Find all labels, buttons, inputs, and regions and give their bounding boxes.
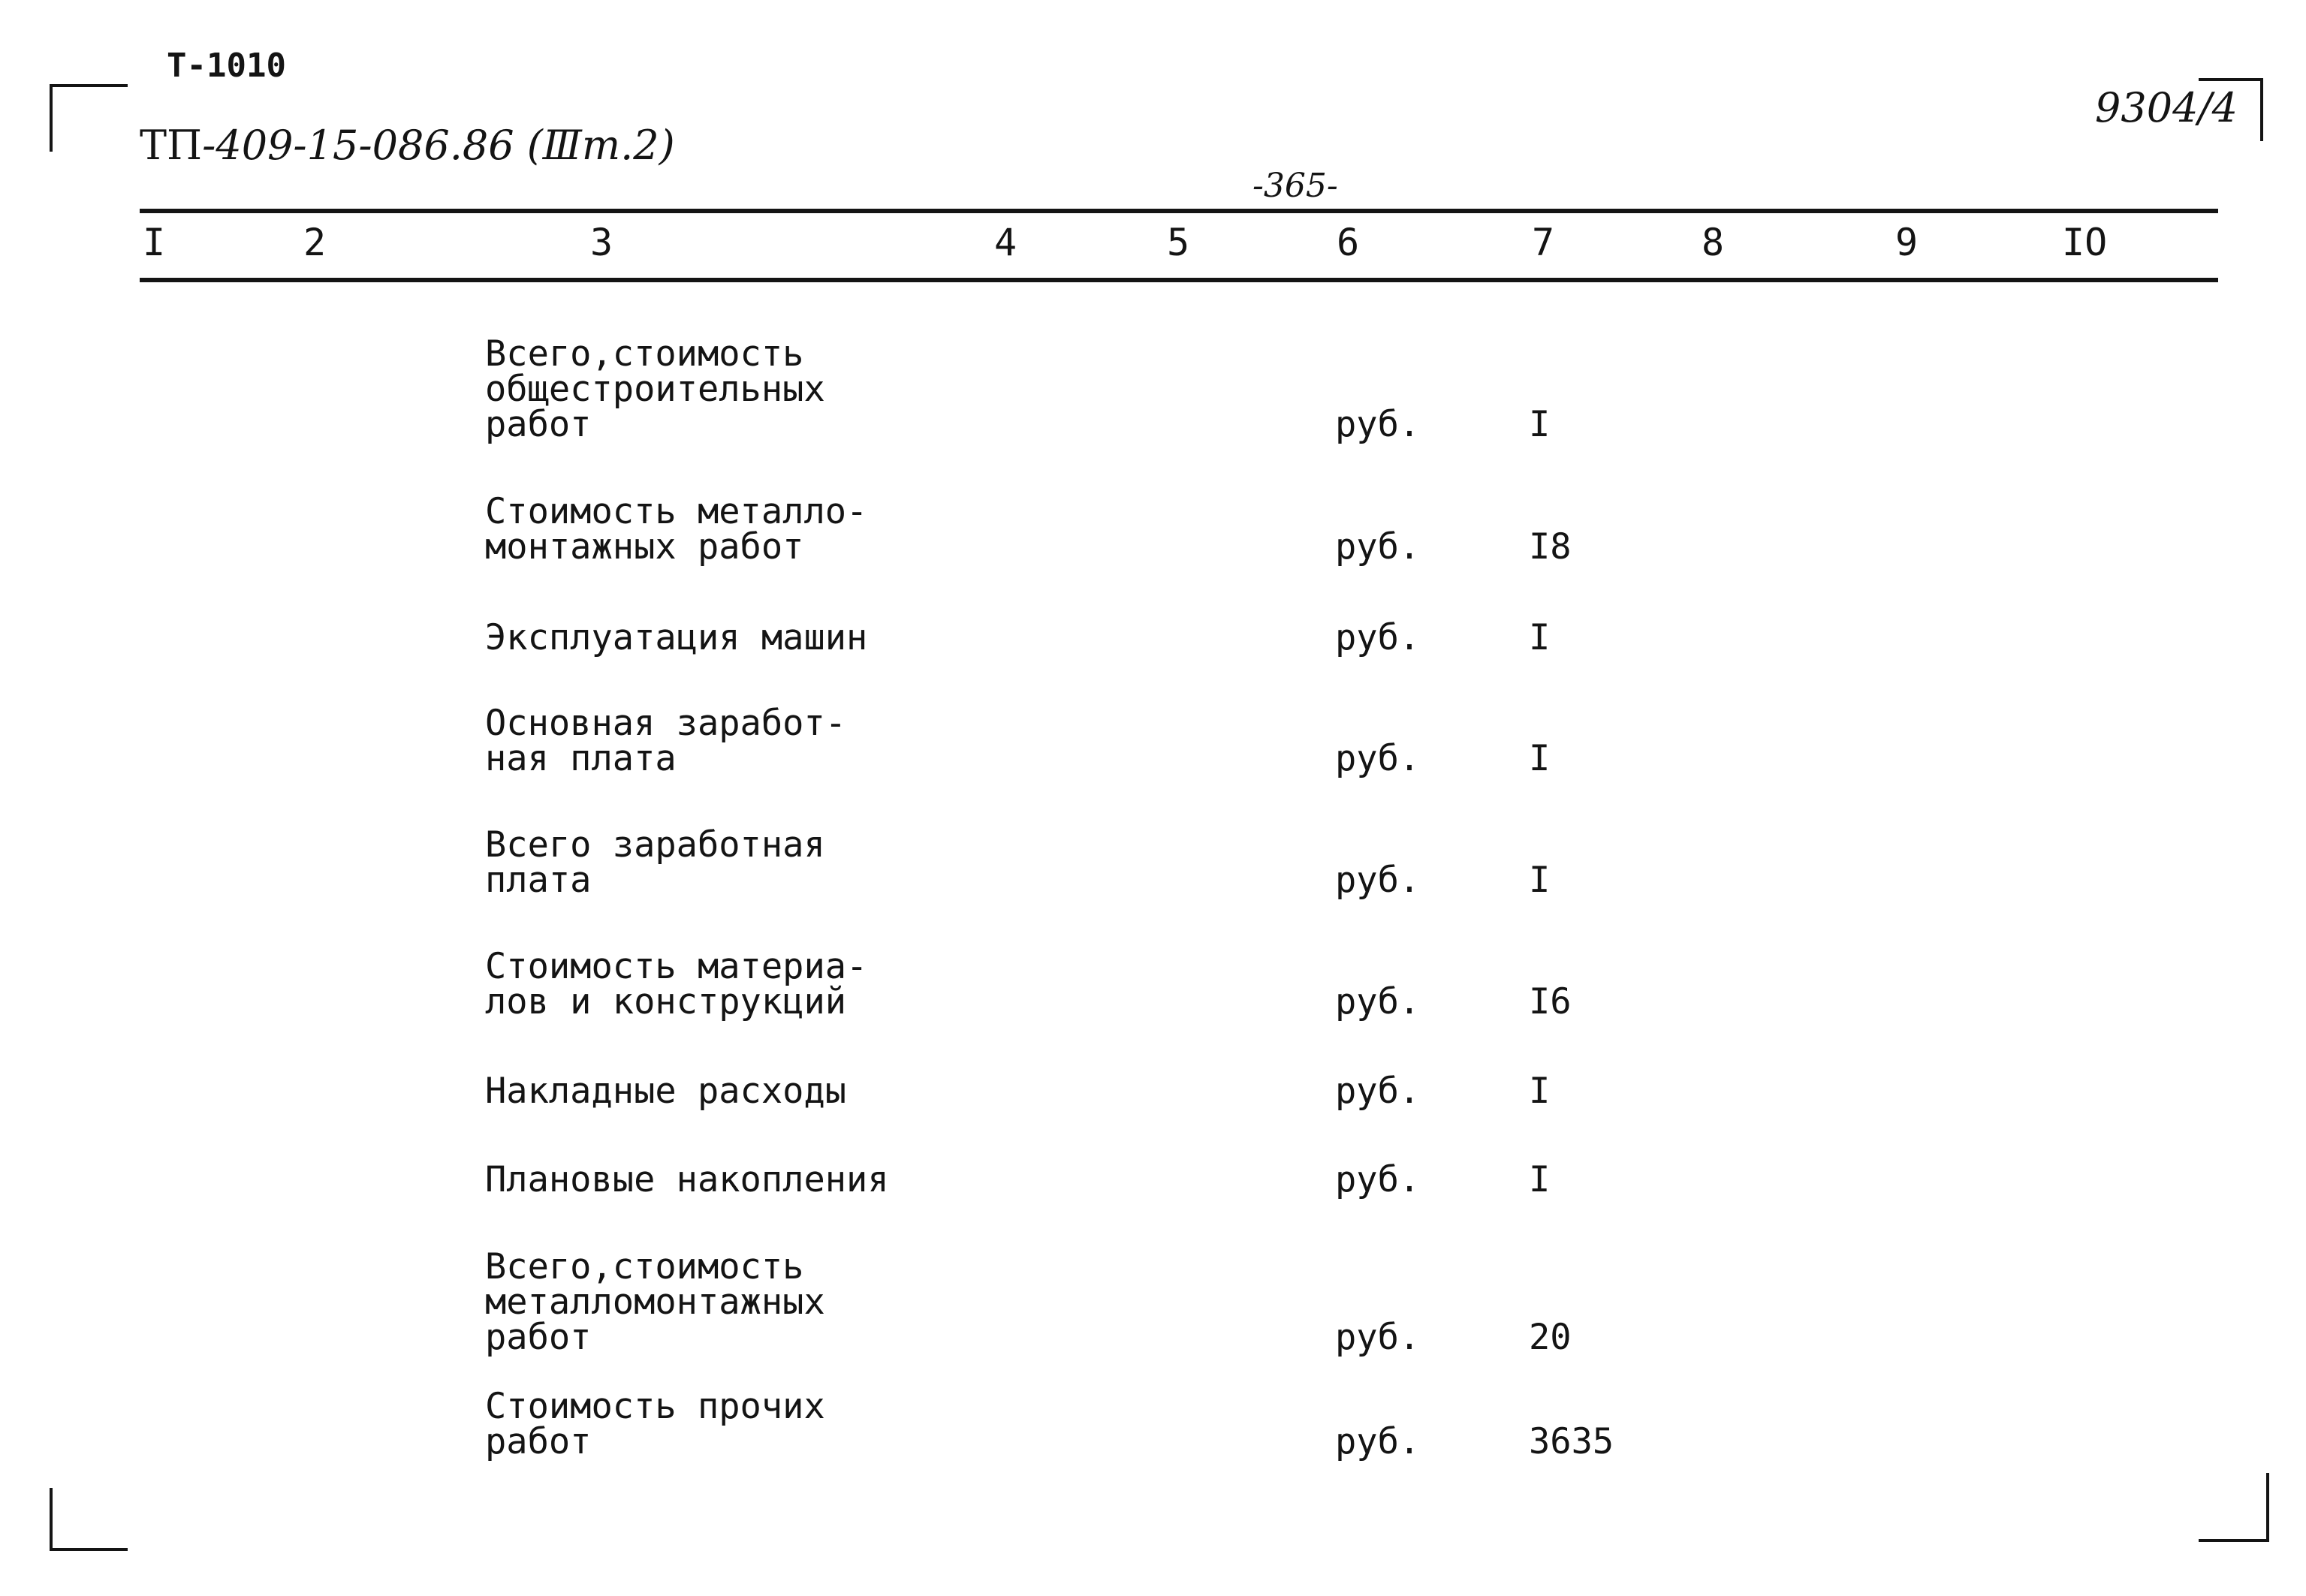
row-value: I8: [1529, 526, 1572, 568]
row-value: I: [1529, 617, 1551, 658]
corner-mark-top-left-h: [50, 84, 128, 87]
corner-mark-top-right-h: [2199, 78, 2263, 81]
row-description: Накладные расходы: [485, 1071, 847, 1112]
column-number-6: 6: [1337, 221, 1360, 264]
row-unit: руб.: [1335, 1421, 1421, 1462]
row-unit: руб.: [1335, 404, 1421, 445]
header-rule-bottom: [140, 278, 2218, 282]
corner-mark-bottom-left-v: [50, 1488, 53, 1549]
corner-mark-top-left-v: [50, 84, 53, 152]
corner-mark-bottom-right-v: [2266, 1473, 2269, 1542]
project-code-number: -409-15-086.86 (Ⅲт.2): [202, 122, 675, 169]
row-description: Стоимость материа- лов и конструкций: [485, 946, 868, 1022]
project-code: [140, 122, 675, 169]
row-description: Стоимость металло- монтажных работ: [485, 491, 868, 568]
page-number: -365-: [1252, 167, 1338, 205]
row-description: Стоимость прочих работ: [485, 1386, 825, 1462]
row-unit: руб.: [1335, 1159, 1421, 1200]
column-number-5: 5: [1167, 221, 1190, 264]
row-value: I: [1529, 1071, 1551, 1112]
row-unit: руб.: [1335, 1317, 1421, 1358]
column-number-10: IO: [2062, 221, 2108, 264]
row-value: 3635: [1529, 1421, 1614, 1462]
column-number-7: 7: [1532, 221, 1555, 264]
row-unit: руб.: [1335, 617, 1421, 658]
column-number-8: 8: [1702, 221, 1725, 264]
corner-mark-bottom-right-h: [2199, 1539, 2269, 1542]
row-description: Всего,стоимость металломонтажных работ: [485, 1246, 825, 1358]
row-description: Основная заработ- ная плата: [485, 703, 847, 779]
project-code-prefix: ТП: [140, 122, 203, 169]
column-number-3: 3: [590, 221, 613, 264]
corner-mark-bottom-left-h: [50, 1548, 128, 1551]
column-number-9: 9: [1895, 221, 1919, 264]
column-number-2: 2: [303, 221, 327, 264]
row-unit: руб.: [1335, 860, 1421, 901]
row-unit: руб.: [1335, 1071, 1421, 1112]
sheet-code: 9304/4: [2095, 84, 2238, 131]
header-rule-top: [140, 209, 2218, 213]
row-value: 20: [1529, 1317, 1572, 1358]
row-unit: руб.: [1335, 981, 1421, 1022]
row-unit: руб.: [1335, 526, 1421, 568]
row-value: I: [1529, 860, 1551, 901]
row-description: Эксплуатация машин: [485, 617, 868, 658]
row-description: Плановые накопления: [485, 1159, 889, 1200]
row-value: I: [1529, 738, 1551, 779]
corner-mark-top-right-v: [2260, 78, 2263, 141]
row-unit: руб.: [1335, 738, 1421, 779]
row-description: Всего,стоимость общестроительных работ: [485, 333, 825, 445]
column-number-1: I: [143, 221, 166, 264]
column-number-4: 4: [994, 221, 1017, 264]
row-description: Всего заработная плата: [485, 824, 825, 901]
document-id: Т-1010: [167, 47, 286, 85]
row-value: I: [1529, 1159, 1551, 1200]
row-value: I6: [1529, 981, 1572, 1022]
row-value: I: [1529, 404, 1551, 445]
